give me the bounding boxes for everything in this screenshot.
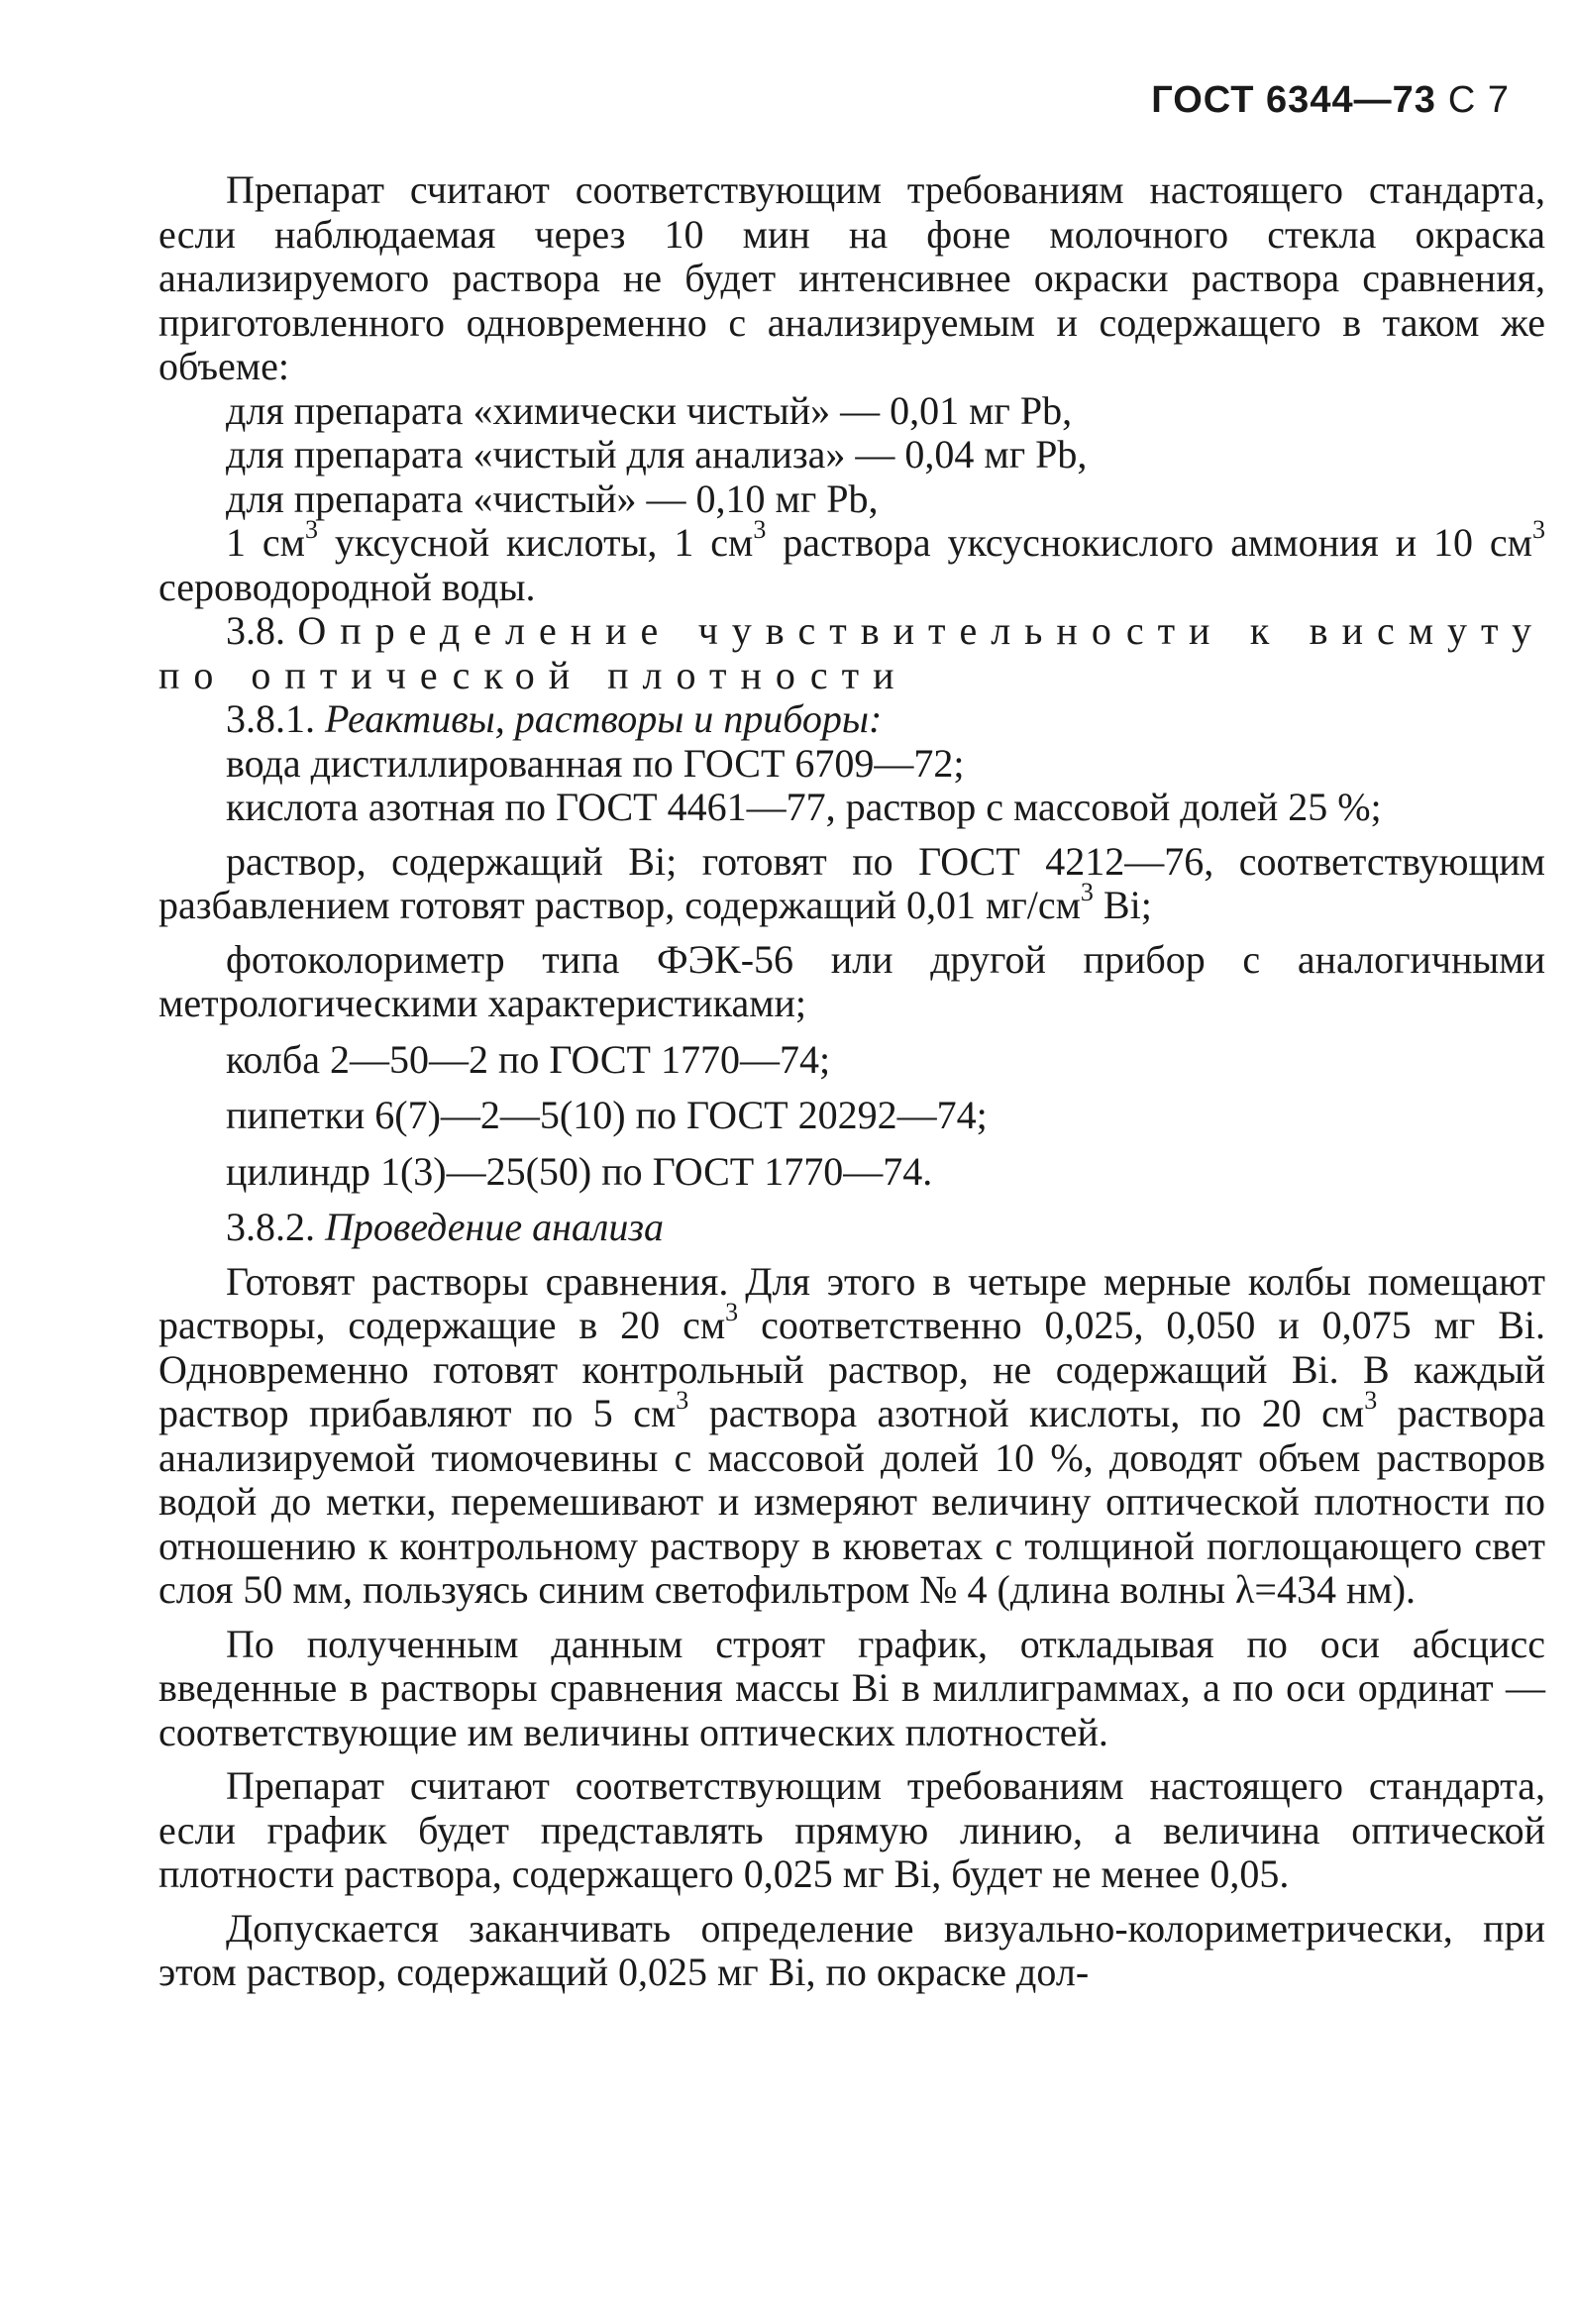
reagent-item-cylinder: цилиндр 1(3)—25(50) по ГОСТ 1770—74. xyxy=(226,1148,933,1194)
text-span: Готовят растворы сравнения. Для этого в четыре мерные колбы помещают растворы, содержащие в 20 см xyxy=(158,1258,1545,1347)
list-item-pb-analysis-pure: для препарата «чистый для анализа» — 0,04 мг Pb, xyxy=(226,432,1088,476)
reagent-item-pipettes: пипетки 6(7)—2—5(10) по ГОСТ 20292—74; xyxy=(226,1093,988,1137)
superscript: 3 xyxy=(1364,1385,1378,1415)
section-number: 3.8.2. xyxy=(226,1205,315,1249)
reagent-item-nitric-acid: кислота азотная по ГОСТ 4461—77, раствор с массовой долей 25 %; xyxy=(226,785,1382,829)
paragraph-visual-method: Допускается заканчивать определение визуально-колориметрически, при этом раствор, содержащий 0,025 мг Bi, по окраске дол- xyxy=(158,1905,1545,1994)
text-span: Bi; xyxy=(1093,883,1152,927)
list-item-pb-chem-pure: для препарата «химически чистый» — 0,01 мг Pb, xyxy=(226,387,1073,433)
reagent-item-bi-solution xyxy=(158,840,1545,928)
list-item-pb-pure: для препарата «чистый» — 0,10 мг Pb, xyxy=(226,475,879,521)
doc-code: ГОСТ 6344—73 xyxy=(1151,79,1436,121)
subsection-title: Проведение анализа xyxy=(325,1205,664,1249)
superscript: 3 xyxy=(1531,514,1545,544)
superscript: 3 xyxy=(753,514,767,544)
reagent-item-water: вода дистиллированная по ГОСТ 6709—72; xyxy=(226,740,965,786)
section-number: 3.8.1. xyxy=(226,696,315,741)
paragraph-procedure xyxy=(158,1260,1545,1613)
subsection-heading-3-8-1 xyxy=(158,697,1545,742)
subsection-heading-3-8-2 xyxy=(158,1206,1545,1250)
text-span: раствора уксуснокислого аммония и 10 см xyxy=(766,520,1532,565)
text-span: 1 см xyxy=(226,520,305,565)
text-span: раствора азотной кислоты, по 20 см xyxy=(688,1391,1365,1435)
superscript: 3 xyxy=(725,1297,739,1326)
superscript: 3 xyxy=(676,1385,689,1415)
section-number: 3.8. xyxy=(226,608,285,653)
text-span: соответственно 0,025, 0,050 и 0,075 мг Bi. Одновременно готовят контрольный раствор, не содержащий Bi. В каждый раствор прибавляют по 5 см xyxy=(158,1303,1546,1435)
text-span: уксусной кислоты, 1 см xyxy=(317,520,754,565)
paragraph-reagents-volume xyxy=(158,514,1545,609)
section-heading-3-8 xyxy=(158,609,1545,697)
superscript: 3 xyxy=(1080,877,1094,906)
reagent-item-photocolorimeter: фотоколориметр типа ФЭК-56 или другой прибор с аналогичными метрологическими характеристиками; xyxy=(158,936,1545,1025)
page-header xyxy=(1151,79,1510,122)
document-body xyxy=(158,168,1545,1995)
paragraph-acceptance: Препарат считают соответствующим требованиям настоящего стандарта, если график будет представлять прямую линию, а величина оптической плотности раствора, содержащего 0,025 мг Bi, будет не менее 0,05. xyxy=(158,1763,1545,1896)
reagent-item-flask: колба 2—50—2 по ГОСТ 1770—74; xyxy=(226,1036,831,1082)
superscript: 3 xyxy=(304,514,318,544)
subsection-title: Реактивы, растворы и приборы: xyxy=(325,696,883,741)
paragraph-graph: По полученным данным строят график, откладывая по оси абсцисс введенные в растворы сравнения массы Bi в миллиграммах, а по оси ординат — соответствующие им величины оптических плотностей. xyxy=(158,1621,1545,1754)
section-title: Определение чувствительности к висмуту по оптической плотности xyxy=(158,608,1545,697)
text-span: раствор, содержащий Bi; готовят по ГОСТ 4212—76, соответствующим разбавлением готовят раствор, содержащий 0,01 мг/см xyxy=(158,838,1545,927)
paragraph-requirement-lead: Препарат считают соответствующим требованиям настоящего стандарта, если наблюдаемая через 10 мин на фоне молочного стекла окраска анализируемого раствора не будет интенсивнее окраски раствора сравнения, приготовленного одновременно с анализируемым и содержащего в таком же объеме: xyxy=(158,167,1545,388)
text-span: раствора анализируемой тиомочевины с массовой долей 10 %, доводят объем растворов водой до метки, перемешивают и измеряют величину оптической плотности по отношению к контрольному раствору в кюветах с толщиной поглощающего свет слоя 50 мм, пользуясь синим светофильтром № 4 (длина волны λ=434 нм). xyxy=(158,1391,1546,1612)
page-number: С 7 xyxy=(1447,79,1510,121)
text-span: сероводородной воды. xyxy=(158,564,536,609)
